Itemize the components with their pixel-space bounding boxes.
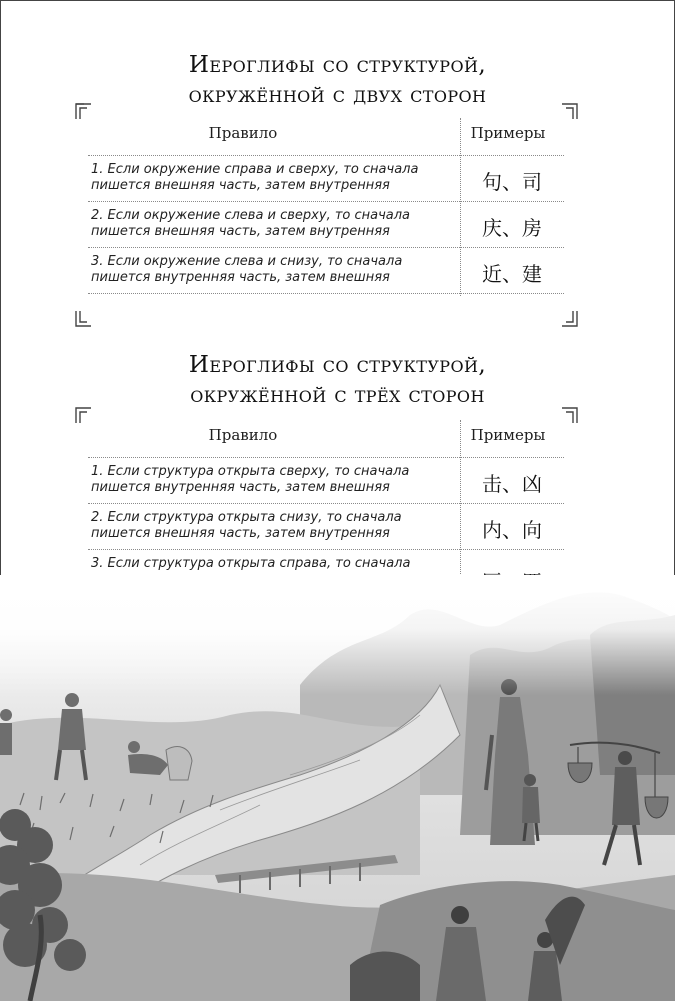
section-title-line: Иероглифы со структурой, (188, 52, 487, 78)
examples-text: 句、司 (482, 170, 542, 194)
rule-line: 3. Если структура открыта справа, то сначала (91, 556, 411, 571)
rule-line: пишется внешняя часть, затем внутренняя (91, 525, 390, 541)
rules-table (88, 155, 564, 294)
section-title (0, 350, 675, 410)
examples-text: 击、凶 (482, 472, 542, 496)
corner-ornament-icon (558, 100, 578, 120)
rule-line: 2. Если окружение слева и сверху, то сначала (91, 208, 411, 223)
rule-line: пишется внешняя часть, затем внутренняя (91, 177, 390, 193)
table-row (88, 155, 564, 202)
table-row (88, 457, 564, 504)
corner-ornament-icon (558, 310, 578, 330)
table-header (88, 424, 564, 450)
rule-text (91, 464, 456, 495)
table-row (88, 504, 564, 550)
examples-text: 内、向 (482, 518, 542, 542)
illustration-fade (0, 575, 675, 695)
section-title-line: окружённой с трёх сторон (190, 382, 485, 408)
rule-text (91, 208, 456, 239)
rule-line: 3. Если окружение слева и снизу, то сначала (91, 254, 403, 269)
table-header (88, 122, 564, 148)
rule-line: пишется внутренняя часть, затем внешняя (91, 269, 390, 285)
rule-line: 1. Если структура открыта сверху, то сначала (91, 464, 410, 479)
rule-line: пишется внутренняя часть, затем внешняя (91, 479, 390, 495)
section-title-line: Иероглифы со структурой, (188, 352, 487, 378)
corner-ornament-icon (75, 100, 95, 120)
rule-line: пишется внешняя часть, затем внутренняя (91, 223, 390, 239)
corner-ornament-icon (75, 310, 95, 330)
column-header-examples: Примеры (470, 124, 546, 142)
rule-text (91, 254, 456, 285)
section-three-sided (0, 350, 675, 410)
column-header-rule: Правило (208, 124, 278, 142)
column-header-examples: Примеры (470, 426, 546, 444)
table-row (88, 248, 564, 294)
rule-line: 1. Если окружение справа и сверху, то сначала (91, 162, 419, 177)
rule-line: 2. Если структура открыта снизу, то сначала (91, 510, 402, 525)
corner-ornament-icon (75, 404, 95, 424)
column-header-rule: Правило (208, 426, 278, 444)
section-title-line: окружённой с двух сторон (188, 82, 487, 108)
table-row (88, 202, 564, 248)
examples-text: 庆、房 (482, 216, 542, 240)
rule-text (91, 162, 456, 193)
rule-text (91, 510, 456, 541)
examples-text: 近、建 (482, 262, 542, 286)
corner-ornament-icon (558, 404, 578, 424)
